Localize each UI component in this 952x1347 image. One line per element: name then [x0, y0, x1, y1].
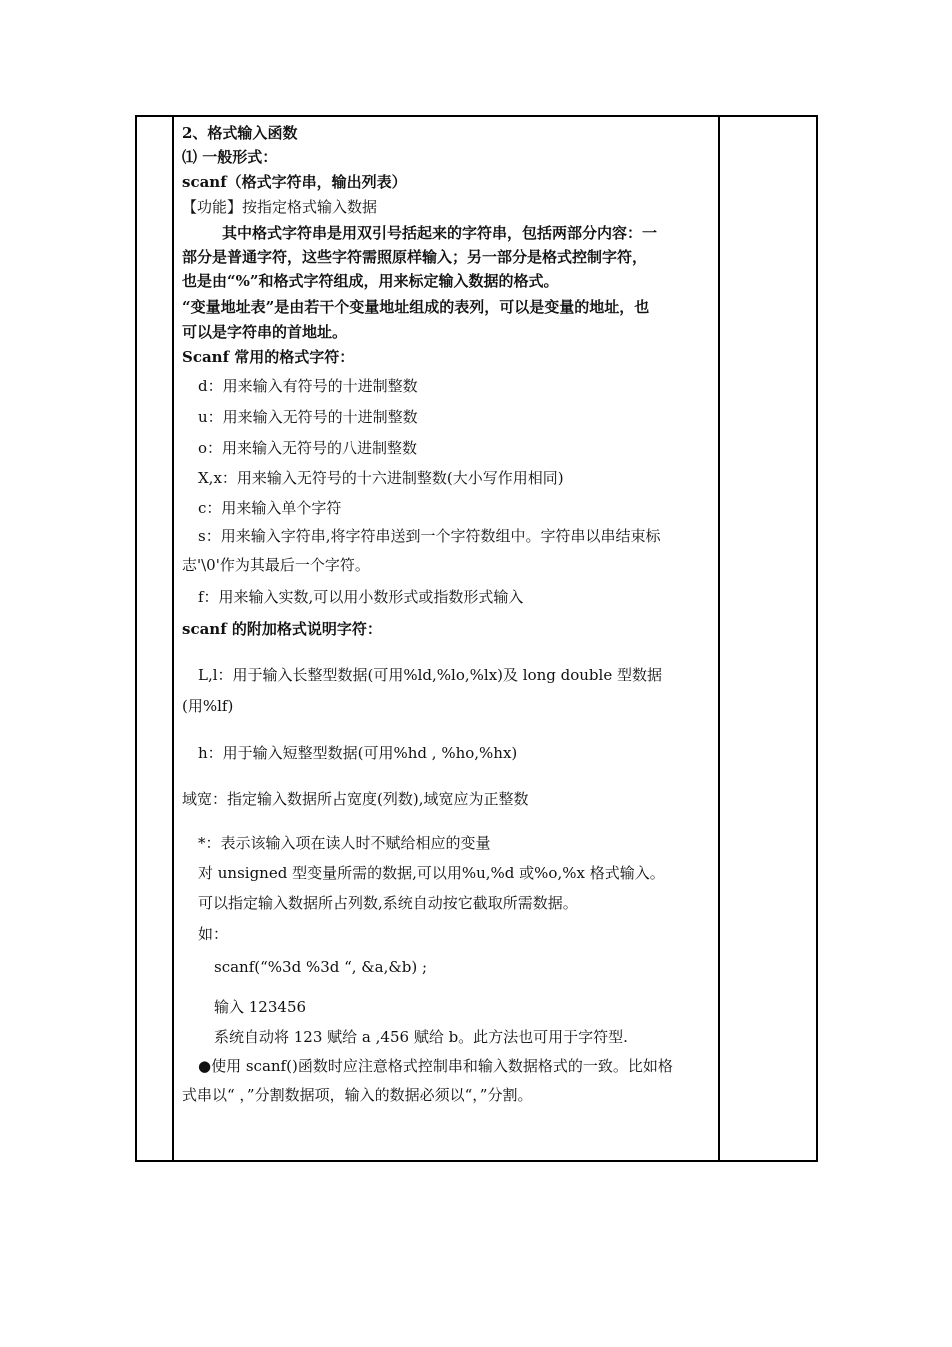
note-line2: 式串以“ ，”分割数据项，输入的数据必须以“，”分割。: [182, 1086, 533, 1104]
para2-line2: 可以是字符串的首地址。: [182, 323, 348, 341]
left-column: [137, 117, 174, 1160]
format-char-f: f：用来输入实数,可以用小数形式或指数形式输入: [198, 588, 524, 606]
general-form-label: ⑴ 一般形式：: [182, 148, 278, 166]
unsigned-note: 对 unsigned 型变量所需的数据,可以用%u,%d 或%o,%x 格式输入。: [198, 864, 665, 882]
format-char-x: X,x：用来输入无符号的十六进制整数(大小写作用相同): [198, 469, 564, 487]
modifiers-title: scanf 的附加格式说明字符：: [182, 620, 382, 638]
format-char-u: u：用来输入无符号的十进制整数: [198, 408, 418, 426]
example-input: 输入 123456: [214, 998, 307, 1016]
para2-line1: “变量地址表”是由若干个变量地址组成的表列，可以是变量的地址，也: [182, 298, 650, 316]
example-result: 系统自动将 123 赋给 a ,456 赋给 b。此方法也可用于字符型.: [214, 1028, 628, 1046]
para1-line3: 也是由“%”和格式字符组成，用来标定输入数据的格式。: [182, 272, 559, 290]
modifier-long-line2: (用%lf): [182, 697, 234, 715]
para1-line1: 其中格式字符串是用双引号括起来的字符串，包括两部分内容：一: [222, 224, 658, 242]
format-char-c: c：用来输入单个字符: [198, 499, 342, 517]
format-char-d: d：用来输入有符号的十进制整数: [198, 377, 418, 395]
columns-note: 可以指定输入数据所占列数,系统自动按它截取所需数据。: [198, 894, 578, 912]
syntax-line: scanf（格式字符串，输出列表）: [182, 173, 407, 191]
section-heading: 2、格式输入函数: [182, 124, 298, 142]
example-code: scanf(“%3d %3d “, &a,&b) ;: [214, 958, 428, 976]
field-width-line: 域宽：指定输入数据所占宽度(列数),域宽应为正整数: [182, 790, 529, 808]
right-column: [718, 117, 816, 1160]
modifier-long-line1: L,l：用于输入长整型数据(可用%ld,%lo,%lx)及 long double 型数据: [198, 666, 662, 684]
format-char-s-continuation: 志'\0'作为其最后一个字符。: [182, 556, 370, 574]
document-table: [135, 115, 818, 1162]
modifier-short: h：用于输入短整型数据(可用%hd , %ho,%hx): [198, 744, 518, 762]
note-line1: ●使用 scanf()函数时应注意格式控制串和输入数据格式的一致。比如格: [198, 1057, 673, 1075]
format-chars-title: Scanf 常用的格式字符：: [182, 348, 355, 366]
format-char-s: s：用来输入字符串,将字符串送到一个字符数组中。字符串以串结束标: [198, 527, 661, 545]
format-char-o: o：用来输入无符号的八进制整数: [198, 439, 418, 457]
function-label: 【功能】按指定格式输入数据: [182, 198, 378, 216]
para1-line2: 部分是普通字符，这些字符需照原样输入；另一部分是格式控制字符，: [182, 248, 648, 266]
star-modifier: *：表示该输入项在读人时不赋给相应的变量: [198, 834, 491, 852]
example-label: 如：: [198, 925, 229, 943]
